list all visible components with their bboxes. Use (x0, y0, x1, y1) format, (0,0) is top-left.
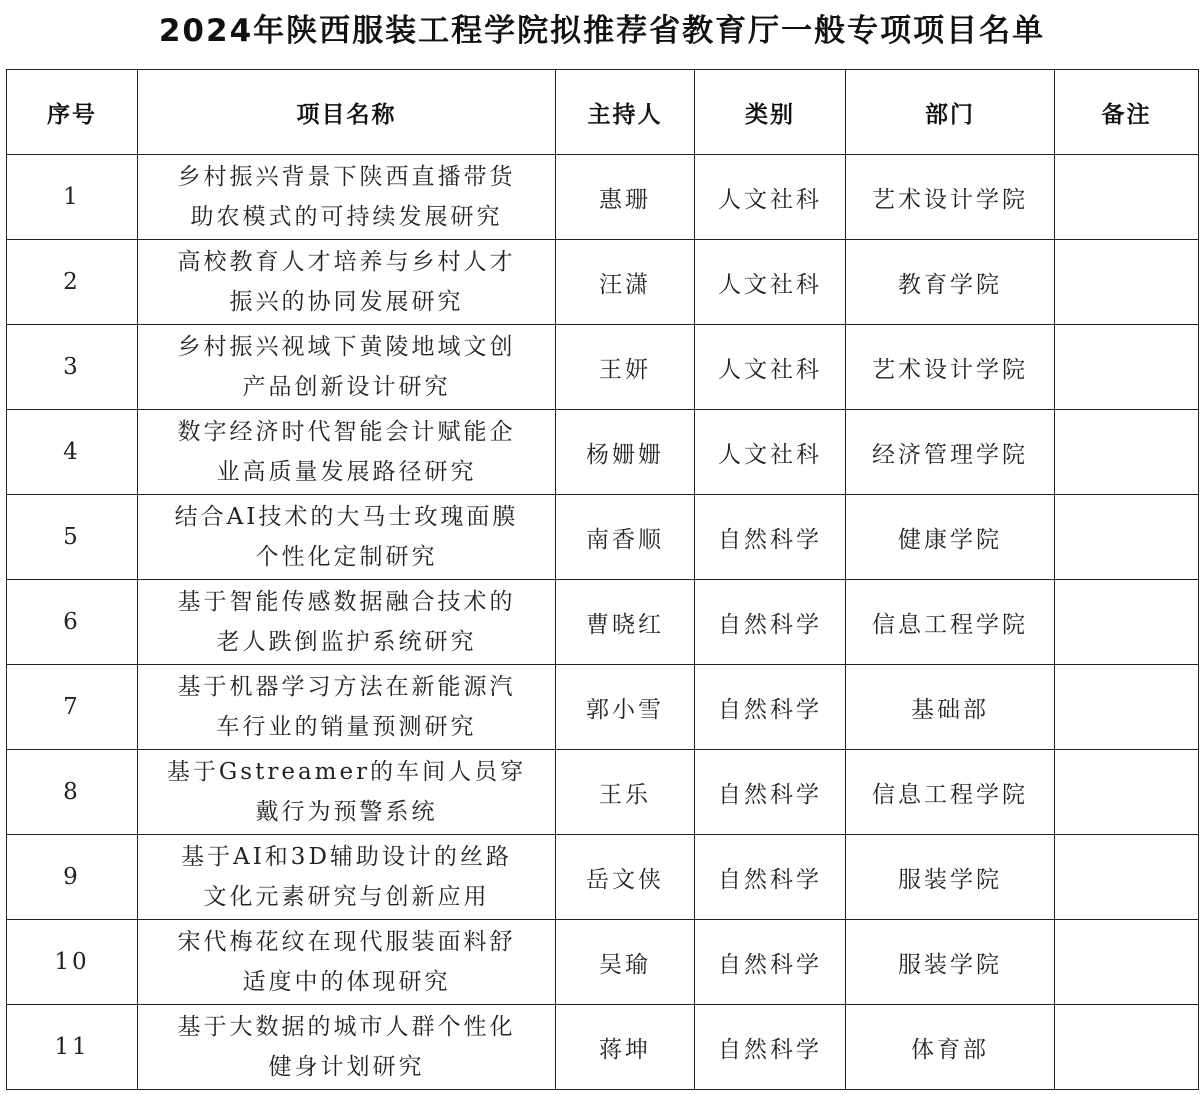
note-cell (1055, 750, 1199, 835)
department-cell: 经济管理学院 (846, 410, 1055, 495)
table-row (7, 835, 1199, 920)
note-cell (1055, 410, 1199, 495)
row-no: 5 (7, 495, 138, 580)
category-cell: 人文社科 (695, 410, 846, 495)
project-list-table (6, 69, 1199, 1090)
project-name-line: 产品创新设计研究 (242, 374, 451, 400)
project-name-line: 高校教育人才培养与乡村人才 (177, 249, 516, 275)
department-cell: 教育学院 (846, 240, 1055, 325)
category-cell: 人文社科 (695, 155, 846, 240)
project-name-line: 业高质量发展路径研究 (216, 459, 477, 485)
note-cell (1055, 835, 1199, 920)
header-project-name: 项目名称 (138, 70, 556, 155)
row-no: 1 (7, 155, 138, 240)
department-cell: 服装学院 (846, 835, 1055, 920)
project-name-line: 车行业的销量预测研究 (216, 714, 477, 740)
row-no: 8 (7, 750, 138, 835)
category-cell: 人文社科 (695, 240, 846, 325)
project-name-cell (138, 835, 556, 920)
leader-cell: 郭小雪 (556, 665, 695, 750)
project-name-line: 助农模式的可持续发展研究 (190, 204, 503, 230)
table-row (7, 920, 1199, 1005)
table-body (7, 155, 1199, 1090)
project-name-cell (138, 750, 556, 835)
project-name-line: 基于AI和3D辅助设计的丝路 (181, 844, 512, 870)
row-no: 9 (7, 835, 138, 920)
project-name-line: 基于Gstreamer的车间人员穿 (166, 759, 527, 785)
project-name-line: 老人跌倒监护系统研究 (216, 629, 477, 655)
page-title: 2024年陕西服装工程学院拟推荐省教育厅一般专项项目名单 (158, 13, 1046, 49)
row-no: 10 (7, 920, 138, 1005)
category-cell: 自然科学 (695, 495, 846, 580)
row-no: 7 (7, 665, 138, 750)
table-row (7, 410, 1199, 495)
leader-cell: 南香顺 (556, 495, 695, 580)
table-header-row (7, 70, 1199, 155)
department-cell: 服装学院 (846, 920, 1055, 1005)
row-no: 3 (7, 325, 138, 410)
leader-cell: 王乐 (556, 750, 695, 835)
table-row (7, 155, 1199, 240)
department-cell: 体育部 (846, 1005, 1055, 1090)
project-name-line: 振兴的协同发展研究 (229, 289, 464, 315)
project-name-cell (138, 240, 556, 325)
department-cell: 艺术设计学院 (846, 325, 1055, 410)
row-no: 4 (7, 410, 138, 495)
department-cell: 健康学院 (846, 495, 1055, 580)
project-name-line: 宋代梅花纹在现代服装面料舒 (177, 929, 516, 955)
project-name-cell (138, 920, 556, 1005)
row-no: 2 (7, 240, 138, 325)
row-no: 11 (7, 1005, 138, 1090)
header-category: 类别 (695, 70, 846, 155)
category-cell: 人文社科 (695, 325, 846, 410)
project-name-line: 乡村振兴视域下黄陵地域文创 (177, 334, 516, 360)
project-name-cell (138, 410, 556, 495)
table-row (7, 1005, 1199, 1090)
project-name-line: 结合AI技术的大马士玫瑰面膜 (174, 504, 519, 530)
note-cell (1055, 580, 1199, 665)
leader-cell: 吴瑜 (556, 920, 695, 1005)
category-cell: 自然科学 (695, 835, 846, 920)
project-name-cell (138, 1005, 556, 1090)
project-name-cell (138, 665, 556, 750)
table-row (7, 580, 1199, 665)
leader-cell: 惠珊 (556, 155, 695, 240)
leader-cell: 汪潇 (556, 240, 695, 325)
department-cell: 基础部 (846, 665, 1055, 750)
row-no: 6 (7, 580, 138, 665)
project-name-line: 基于大数据的城市人群个性化 (177, 1014, 516, 1040)
project-name-line: 数字经济时代智能会计赋能企 (177, 419, 516, 445)
header-leader: 主持人 (556, 70, 695, 155)
note-cell (1055, 920, 1199, 1005)
project-name-cell (138, 155, 556, 240)
leader-cell: 曹晓红 (556, 580, 695, 665)
project-name-cell (138, 495, 556, 580)
note-cell (1055, 155, 1199, 240)
project-name-cell (138, 325, 556, 410)
table-row (7, 665, 1199, 750)
department-cell: 艺术设计学院 (846, 155, 1055, 240)
department-cell: 信息工程学院 (846, 750, 1055, 835)
department-cell: 信息工程学院 (846, 580, 1055, 665)
leader-cell: 王妍 (556, 325, 695, 410)
project-name-line: 乡村振兴背景下陕西直播带货 (177, 164, 516, 190)
note-cell (1055, 1005, 1199, 1090)
note-cell (1055, 240, 1199, 325)
table-row (7, 325, 1199, 410)
table-row (7, 495, 1199, 580)
note-cell (1055, 325, 1199, 410)
header-note: 备注 (1055, 70, 1199, 155)
header-no: 序号 (7, 70, 138, 155)
note-cell (1055, 665, 1199, 750)
category-cell: 自然科学 (695, 920, 846, 1005)
category-cell: 自然科学 (695, 1005, 846, 1090)
leader-cell: 杨姗姗 (556, 410, 695, 495)
table-row (7, 240, 1199, 325)
header-department: 部门 (846, 70, 1055, 155)
project-name-line: 基于智能传感数据融合技术的 (177, 589, 516, 615)
category-cell: 自然科学 (695, 750, 846, 835)
leader-cell: 岳文侠 (556, 835, 695, 920)
project-name-line: 文化元素研究与创新应用 (203, 884, 490, 910)
note-cell (1055, 495, 1199, 580)
category-cell: 自然科学 (695, 665, 846, 750)
project-name-line: 戴行为预警系统 (255, 799, 438, 825)
project-name-line: 适度中的体现研究 (242, 969, 451, 995)
project-name-line: 健身计划研究 (268, 1054, 425, 1080)
project-name-line: 个性化定制研究 (255, 544, 438, 570)
table-row (7, 750, 1199, 835)
project-name-cell (138, 580, 556, 665)
category-cell: 自然科学 (695, 580, 846, 665)
leader-cell: 蒋坤 (556, 1005, 695, 1090)
project-name-line: 基于机器学习方法在新能源汽 (177, 674, 516, 700)
